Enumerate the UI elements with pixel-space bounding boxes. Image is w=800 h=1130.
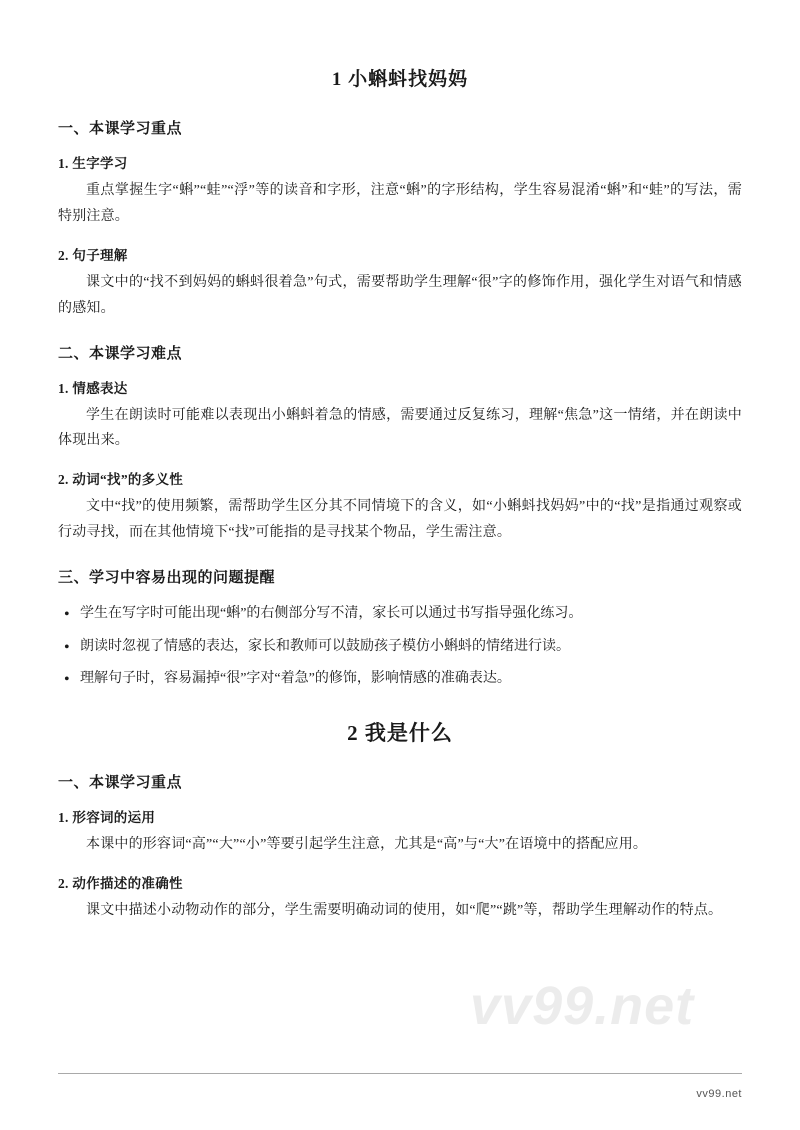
lesson2-section1-item1-text: 本课中的形容词“高”“大”“小”等要引起学生注意，尤其是“高”与“大”在语境中的搭配应用。 — [86, 836, 648, 852]
lesson1-section2-heading: 二、本课学习难点 — [58, 345, 183, 362]
lesson1-section1-item1-text: 重点掌握生字“蝌”“蛙”“浮”等的读音和字形，注意“蝌”的字形结构，学生容易混淆“蝌”和“蛙”的写法，需特别注意。 — [58, 183, 742, 224]
list-item: • 理解句子时，容易漏掉“很”字对“着急”的修饰，影响情感的准确表达。 — [58, 666, 742, 693]
list-item: • 学生在写字时可能出现“蝌”的右侧部分写不清，家长可以通过书写指导强化练习。 — [58, 601, 742, 628]
lesson2-section1-item1-heading: 1. 形容词的运用 — [58, 809, 156, 825]
lesson1-section3-heading: 三、学习中容易出现的问题提醒 — [58, 570, 276, 587]
lesson1-section2-item2-text: 文中“找”的使用频繁，需帮助学生区分其不同情境下的含义，如“小蝌蚪找妈妈”中的“找”是指通过观察或行动寻找，而在其他情境下“找”可能指的是寻找某个物品，学生需注意。 — [58, 499, 742, 541]
footer-label: vv99.net — [696, 1088, 742, 1100]
lesson2-section1-item2-heading: 2. 动作描述的准确性 — [58, 875, 183, 891]
lesson1-section2-item1-text: 学生在朗读时可能难以表现出小蝌蚪着急的情感，需要通过反复练习，理解“焦急”这一情绪，并在朗读中体现出来。 — [58, 407, 742, 449]
lesson1-section1-item2-text: 课文中的“找不到妈妈的蝌蚪很着急”句式，需要帮助学生理解“很”字的修饰作用，强化学生对语气和情感的感知。 — [58, 274, 742, 316]
lesson1-section2-item2-heading: 2. 动词“找”的多义性 — [58, 472, 184, 488]
lesson1-section1-item1-heading: 1. 生字学习 — [58, 156, 128, 171]
lesson1-section3-bullet-list — [58, 601, 742, 693]
lesson1-section1-heading: 一、本课学习重点 — [58, 121, 183, 137]
lesson2-section1-heading: 一、本课学习重点 — [58, 774, 183, 791]
list-item: • 朗读时忽视了情感的表达，家长和教师可以鼓励孩子模仿小蝌蚪的情绪进行读。 — [58, 634, 742, 661]
footer-divider — [58, 1073, 742, 1074]
lesson2-section1-item2-text: 课文中描述小动物动作的部分，学生需要明确动词的使用，如“爬”“跳”等，帮助学生理解动作的特点。 — [86, 902, 723, 918]
lesson1-section2-item1-heading: 1. 情感表达 — [58, 380, 128, 396]
lesson1-title: 1 小蝌蚪找妈妈 — [331, 69, 469, 90]
lesson1-section1-item2-heading: 2. 句子理解 — [58, 247, 128, 263]
lesson2-title: 2 我是什么 — [347, 720, 453, 745]
watermark-text: vv99.net — [470, 976, 695, 1036]
